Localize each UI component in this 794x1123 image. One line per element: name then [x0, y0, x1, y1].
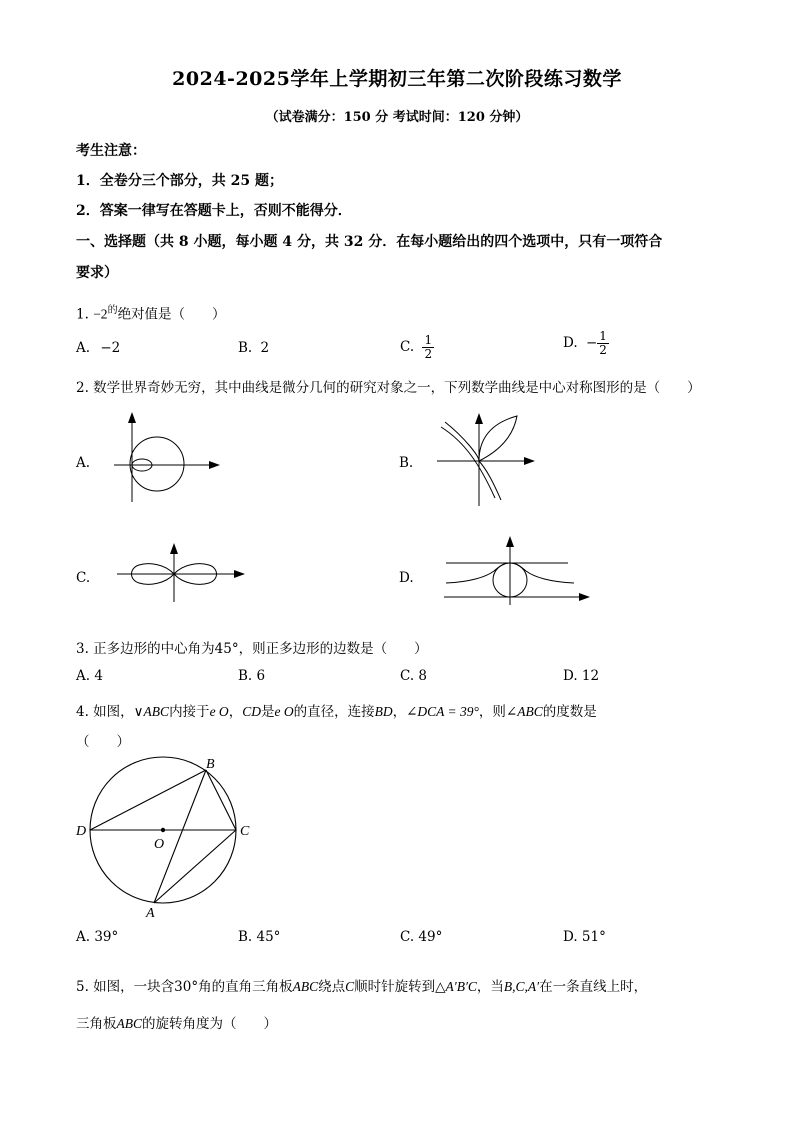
text: 角的直角三角板 — [198, 979, 293, 995]
option-label: A. — [76, 340, 91, 356]
question-text: 绝对值是（ ） — [117, 306, 226, 323]
math-points: B,C,A′ — [503, 979, 540, 994]
q2-option-d-label[interactable]: D. — [399, 570, 414, 586]
text: 4. 如图， — [76, 704, 134, 720]
math-circle: e O — [274, 704, 294, 719]
text: 内接于 — [169, 704, 210, 720]
math-triangle: ABC — [292, 979, 319, 994]
math-expression: −2 — [93, 306, 108, 322]
text: 三角板 — [76, 1016, 117, 1032]
fraction — [597, 330, 609, 357]
question-1 — [76, 301, 226, 323]
question-4-line1 — [76, 700, 597, 720]
exam-title: 2024-2025学年上学期初三年第二次阶段练习数学 — [172, 68, 622, 90]
notice-item-2: 2．答案一律写在答题卡上，否则不能得分． — [76, 203, 352, 219]
question-4-line2: （ ） — [76, 734, 130, 750]
notice-heading: 考生注意： — [76, 143, 146, 159]
section1-line1: 一、选择题（共 8 小题，每小题 4 分，共 32 分．在每小题给出的四个选项中，只有一项符合 — [76, 234, 663, 250]
q2-option-c-label[interactable]: C. — [76, 570, 91, 586]
fraction-numerator: 1 — [599, 329, 607, 343]
text: ， — [228, 704, 243, 720]
math-triangle: ABC — [116, 1016, 142, 1031]
curve-figure-d — [440, 533, 600, 608]
q2-option-a-label[interactable]: A. — [76, 455, 91, 471]
label-d: D — [76, 824, 87, 839]
q3-option-d[interactable]: D. 12 — [563, 668, 600, 684]
text: 是 — [260, 704, 275, 720]
asymptote-line — [441, 427, 495, 498]
notice-item-1: 1．全卷分三个部分，共 25 题； — [76, 173, 283, 189]
folium-curve — [445, 416, 517, 500]
large-circle — [130, 437, 184, 491]
question-number: 1. — [76, 306, 89, 323]
segment-bc — [206, 770, 236, 830]
arrow-head-icon — [128, 412, 136, 423]
q3-option-a[interactable]: A. 4 — [76, 668, 103, 684]
fraction-denominator: 2 — [424, 347, 433, 361]
text: 的度数是 — [542, 704, 597, 720]
arrow-head-icon — [475, 413, 483, 424]
text: 在一条直线上时， — [539, 979, 648, 995]
arrow-head-icon — [506, 536, 514, 547]
q1-option-b[interactable] — [238, 340, 269, 356]
q1-option-a[interactable] — [76, 340, 120, 356]
minus-sign: − — [585, 335, 598, 351]
section1-line2: 要求） — [76, 265, 118, 281]
q4-option-c[interactable]: C. 49° — [400, 929, 443, 945]
q4-option-b[interactable]: B. 45° — [238, 929, 281, 945]
option-value: 2 — [260, 340, 270, 356]
q1-option-c[interactable] — [400, 334, 434, 361]
label-o: O — [154, 837, 165, 852]
label-a: A — [146, 906, 155, 921]
math-segment: BD — [374, 704, 393, 719]
text: 5. 如图，一块含 — [76, 979, 175, 995]
curve-figure-a — [110, 410, 230, 510]
q2-option-b-label[interactable]: B. — [399, 455, 414, 471]
q3-option-c[interactable]: C. 8 — [400, 668, 428, 684]
math-triangle: ∨ABC — [133, 704, 170, 719]
label-c: C — [240, 824, 250, 839]
text: 顺时针旋转到 — [354, 979, 436, 995]
question-2: 2. 数学世界奇妙无穷，其中曲线是微分几何的研究对象之一，下列数学曲线是中心对称图形的是（ ） — [76, 380, 701, 396]
math-circle: e O — [209, 704, 229, 719]
question-5-line2 — [76, 1012, 277, 1032]
exam-subtitle: （试卷满分：150 分 考试时间：120 分钟） — [265, 110, 529, 125]
option-label: B. — [238, 340, 253, 356]
q1-option-d[interactable] — [563, 330, 609, 357]
question-5-line1 — [76, 975, 647, 995]
option-value: −2 — [100, 340, 121, 356]
q4-option-d[interactable]: D. 51° — [563, 929, 606, 945]
math-segment: CD — [242, 704, 261, 719]
option-label: C. — [400, 339, 415, 355]
math-triangle: △A′B′C — [435, 979, 477, 994]
text: ，当 — [476, 979, 504, 995]
math-angle: ∠DCA = 39° — [406, 704, 479, 719]
fraction — [422, 334, 434, 361]
question-3: 3. 正多边形的中心角为45°，则正多边形的边数是（ ） — [76, 641, 428, 657]
label-b: B — [206, 757, 215, 772]
fraction-numerator: 1 — [424, 333, 433, 347]
q3-option-b[interactable]: B. 6 — [238, 668, 266, 684]
fraction-denominator: 2 — [599, 343, 607, 357]
arrow-head-icon — [579, 593, 590, 601]
text: 的直径，连接 — [293, 704, 375, 720]
curve-figure-b — [435, 410, 545, 510]
segment-ac — [154, 830, 236, 903]
text: ， — [392, 704, 407, 720]
math-point: C — [345, 979, 355, 994]
option-label: D. — [563, 335, 578, 351]
math-angle: ∠ABC — [505, 704, 543, 719]
superscript-char: 的 — [107, 305, 118, 316]
circle-figure — [70, 750, 270, 925]
text: 的旋转角度为（ ） — [142, 1016, 277, 1032]
arrow-head-icon — [209, 461, 220, 469]
arrow-head-icon — [234, 570, 245, 578]
q4-option-a[interactable]: A. 39° — [76, 929, 119, 945]
center-dot — [161, 828, 165, 832]
arrow-head-icon — [170, 543, 178, 554]
text: ，则 — [478, 704, 506, 720]
segment-db — [90, 770, 206, 830]
arrow-head-icon — [524, 457, 535, 465]
curve-figure-c — [115, 540, 255, 605]
text: 绕点 — [318, 979, 346, 995]
math-degree: 30° — [174, 979, 199, 995]
